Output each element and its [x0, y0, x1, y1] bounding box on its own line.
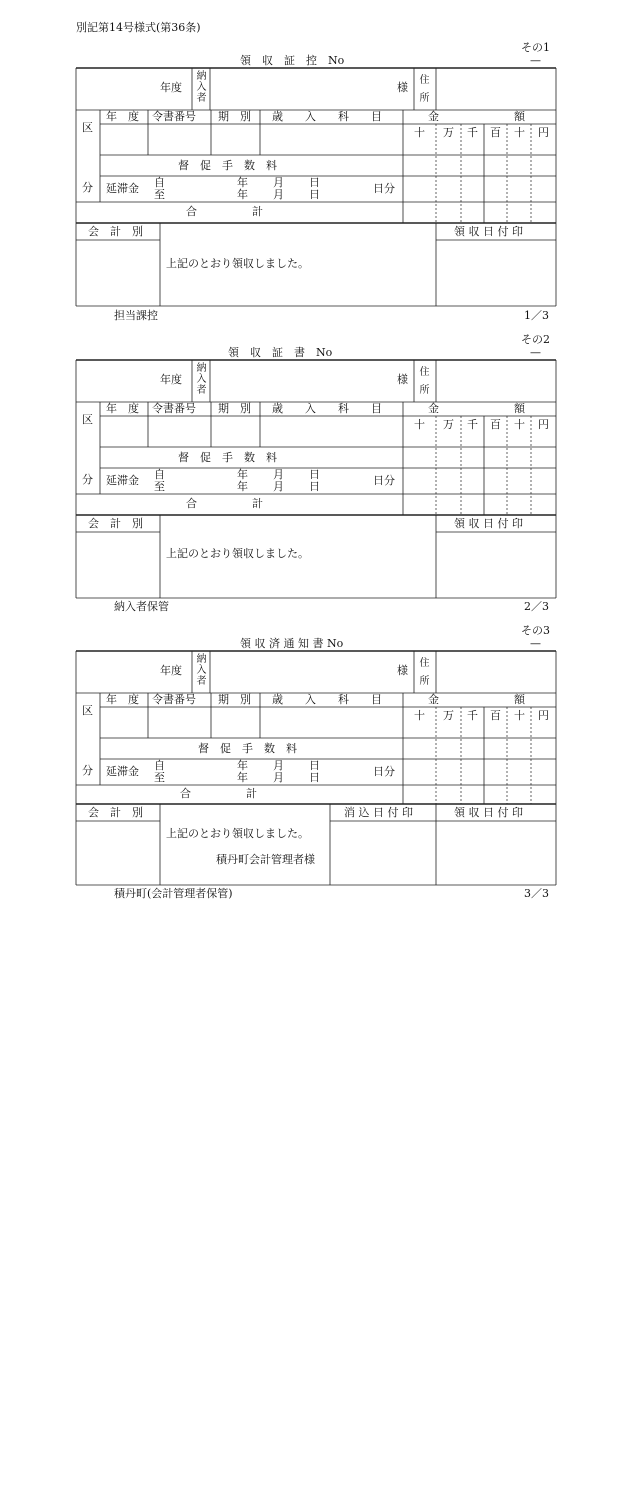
- nendo-label: 年度: [160, 81, 182, 94]
- kaikei-label: 会 計 別: [88, 517, 143, 530]
- keshikomi-label: 消 込 日 付 印: [344, 806, 413, 819]
- nen-label: 年: [237, 759, 248, 772]
- tsuki-label: 月: [273, 468, 284, 481]
- shi-label: 至: [154, 480, 165, 493]
- ryoshu-note: 上記のとおり領収しました。: [166, 257, 309, 270]
- hi-label: 日: [309, 480, 320, 493]
- footer-left: 担当課控: [114, 309, 158, 322]
- footer-left: 積丹町(会計管理者保管): [114, 887, 233, 900]
- shi-label: 至: [154, 771, 165, 784]
- tokusoku-label: 督 促 手 数 料: [198, 742, 297, 755]
- col-reisho: 令書番号: [152, 110, 196, 123]
- digit-label: 千: [467, 709, 478, 722]
- digit-label: 十: [514, 709, 525, 722]
- hi-label: 日: [309, 188, 320, 201]
- ryoshu-note: 上記のとおり領収しました。: [166, 827, 309, 840]
- digit-label: 千: [467, 126, 478, 139]
- ji-label: 自: [154, 176, 165, 189]
- form-title: 領 収 済 通 知 書 No: [240, 637, 344, 650]
- bun-label: 分: [82, 764, 93, 777]
- gokei-label: 合 計: [186, 497, 263, 510]
- bun-label: 分: [82, 181, 93, 194]
- digit-label: 円: [538, 126, 549, 139]
- form-header-title: 別記第14号様式(第36条): [76, 21, 201, 34]
- col-kin: 金: [428, 693, 439, 706]
- col-kibetsu: 期 別: [218, 110, 251, 123]
- gokei-label: 合 計: [186, 205, 263, 218]
- col-gaku: 額: [514, 693, 525, 706]
- col-sainyu: 歳 入 科 目: [272, 402, 382, 415]
- tsuki-label: 月: [273, 771, 284, 784]
- hi-label: 日: [309, 771, 320, 784]
- form-3: [0, 583, 630, 1498]
- ryoshubi-label: 領 収 日 付 印: [454, 225, 523, 238]
- nichibun-label: 日分: [373, 474, 395, 487]
- digit-label: 十: [414, 126, 425, 139]
- hi-label: 日: [309, 468, 320, 481]
- tsuki-label: 月: [273, 176, 284, 189]
- kaikei-label: 会 計 別: [88, 225, 143, 238]
- hi-label: 日: [309, 759, 320, 772]
- digit-label: 十: [514, 126, 525, 139]
- col-kibetsu: 期 別: [218, 402, 251, 415]
- entaikin-label: 延滞金: [106, 765, 139, 778]
- sama-label: 様: [397, 373, 408, 386]
- shi-label: 至: [154, 188, 165, 201]
- tsuki-label: 月: [273, 188, 284, 201]
- nen-label: 年: [237, 771, 248, 784]
- nichibun-label: 日分: [373, 182, 395, 195]
- form-dash: —: [530, 54, 541, 67]
- col-sainyu: 歳 入 科 目: [272, 110, 382, 123]
- jusho-label: 住所: [419, 75, 430, 104]
- tokusoku-label: 督 促 手 数 料: [178, 159, 277, 172]
- ryoshubi-label: 領 収 日 付 印: [454, 806, 523, 819]
- jusho-label: 住所: [419, 367, 430, 396]
- digit-label: 百: [490, 126, 501, 139]
- nen-label: 年: [237, 468, 248, 481]
- digit-label: 千: [467, 418, 478, 431]
- digit-label: 万: [443, 418, 454, 431]
- jusho-label: 住所: [419, 658, 430, 687]
- ku-label: 区: [82, 121, 93, 134]
- footer-left: 納入者保管: [114, 600, 169, 613]
- form-title: 領 収 証 控 No: [240, 54, 345, 67]
- digit-label: 百: [490, 418, 501, 431]
- nounyusha-label: 納入者: [196, 654, 207, 687]
- digit-label: 円: [538, 418, 549, 431]
- col-nendo: 年 度: [106, 110, 139, 123]
- col-nendo: 年 度: [106, 693, 139, 706]
- col-kibetsu: 期 別: [218, 693, 251, 706]
- ryoshubi-label: 領 収 日 付 印: [454, 517, 523, 530]
- digit-label: 円: [538, 709, 549, 722]
- signature-line: 積丹町会計管理者様: [216, 853, 315, 866]
- tokusoku-label: 督 促 手 数 料: [178, 451, 277, 464]
- kaikei-label: 会 計 別: [88, 806, 143, 819]
- bun-label: 分: [82, 473, 93, 486]
- ku-label: 区: [82, 704, 93, 717]
- form-title: 領 収 証 書 No: [228, 346, 333, 359]
- hi-label: 日: [309, 176, 320, 189]
- footer-right: 2／3: [524, 600, 549, 613]
- col-kin: 金: [428, 402, 439, 415]
- entaikin-label: 延滞金: [106, 474, 139, 487]
- footer-right: 3／3: [524, 887, 549, 900]
- digit-label: 万: [443, 709, 454, 722]
- col-sainyu: 歳 入 科 目: [272, 693, 382, 706]
- col-gaku: 額: [514, 402, 525, 415]
- col-kin: 金: [428, 110, 439, 123]
- digit-label: 万: [443, 126, 454, 139]
- col-nendo: 年 度: [106, 402, 139, 415]
- ji-label: 自: [154, 468, 165, 481]
- form-dash: —: [530, 346, 541, 359]
- entaikin-label: 延滞金: [106, 182, 139, 195]
- col-gaku: 額: [514, 110, 525, 123]
- tsuki-label: 月: [273, 759, 284, 772]
- sama-label: 様: [397, 664, 408, 677]
- digit-label: 十: [514, 418, 525, 431]
- footer-right: 1／3: [524, 309, 549, 322]
- gokei-label: 合 計: [180, 787, 257, 800]
- nounyusha-label: 納入者: [196, 71, 207, 104]
- tsuki-label: 月: [273, 480, 284, 493]
- form-number: その3: [521, 624, 550, 637]
- col-reisho: 令書番号: [152, 402, 196, 415]
- nichibun-label: 日分: [373, 765, 395, 778]
- ji-label: 自: [154, 759, 165, 772]
- ryoshu-note: 上記のとおり領収しました。: [166, 547, 309, 560]
- col-reisho: 令書番号: [152, 693, 196, 706]
- form-number: その1: [521, 41, 550, 54]
- nen-label: 年: [237, 480, 248, 493]
- nen-label: 年: [237, 176, 248, 189]
- nendo-label: 年度: [160, 664, 182, 677]
- ku-label: 区: [82, 413, 93, 426]
- digit-label: 十: [414, 709, 425, 722]
- form-dash: —: [530, 637, 541, 650]
- form-number: その2: [521, 333, 550, 346]
- digit-label: 十: [414, 418, 425, 431]
- sama-label: 様: [397, 81, 408, 94]
- nounyusha-label: 納入者: [196, 363, 207, 396]
- nendo-label: 年度: [160, 373, 182, 386]
- digit-label: 百: [490, 709, 501, 722]
- nen-label: 年: [237, 188, 248, 201]
